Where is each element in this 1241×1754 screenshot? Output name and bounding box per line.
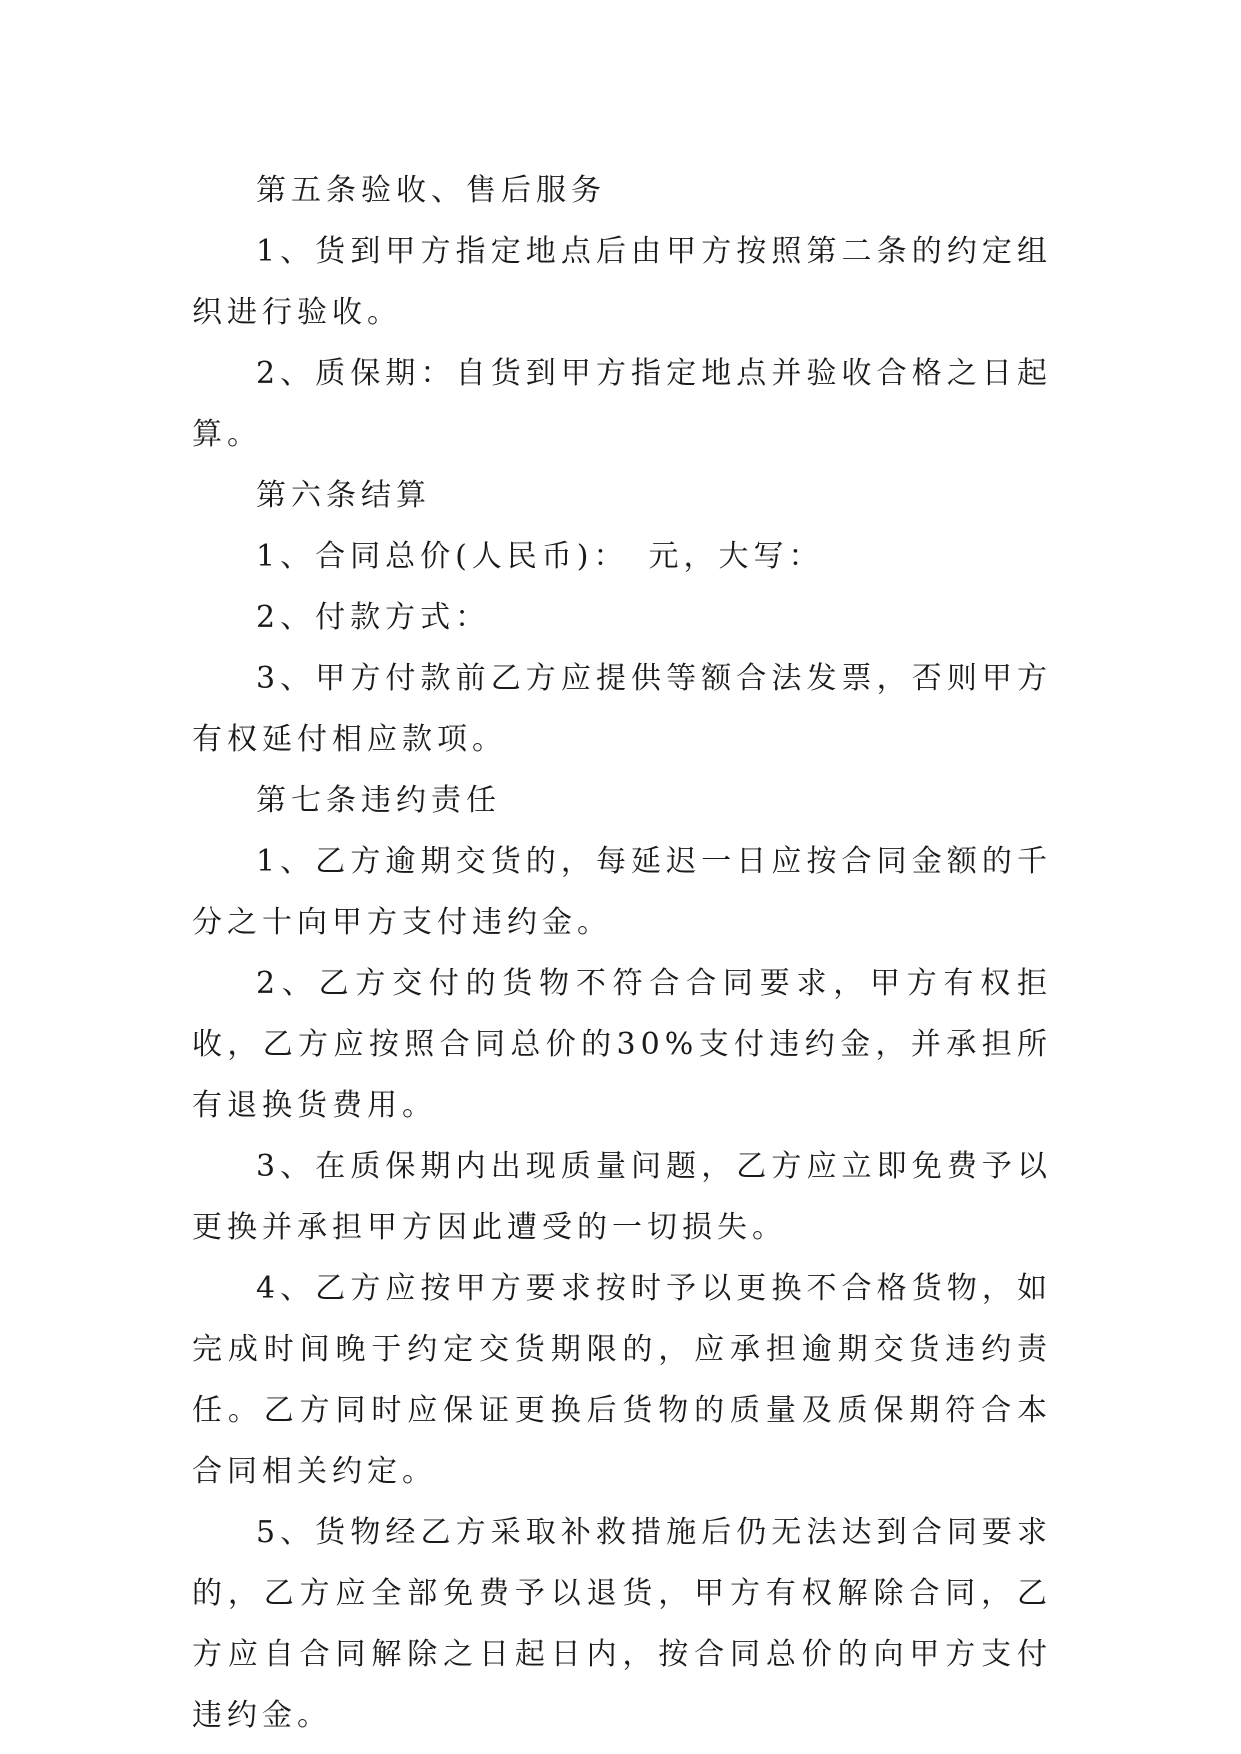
paragraph-liability-2: 2、乙方交付的货物不符合合同要求，甲方有权拒收，乙方应按照合同总价的30%支付违约金，并承担所有退换货费用。 xyxy=(192,966,1052,1123)
document-page xyxy=(192,160,1052,1746)
section-heading-liability: 第七条违约责任 xyxy=(256,783,501,818)
paragraph-liability-1: 1、乙方逾期交货的，每延迟一日应按合同金额的千分之十向甲方支付违约金。 xyxy=(192,844,1052,940)
paragraph-acceptance-2: 2、质保期：自货到甲方指定地点并验收合格之日起算。 xyxy=(192,356,1052,452)
paragraph-liability-5: 5、货物经乙方采取补救措施后仍无法达到合同要求的，乙方应全部免费予以退货，甲方有权解除合同，乙方应自合同解除之日起日内，按合同总价的向甲方支付违约金。 xyxy=(192,1515,1052,1733)
paragraph-settlement-1: 1、合同总价(人民币)： 元，大写： xyxy=(256,539,824,574)
paragraph-liability-3: 3、在质保期内出现质量问题，乙方应立即免费予以更换并承担甲方因此遭受的一切损失。 xyxy=(192,1149,1052,1245)
section-heading-settlement: 第六条结算 xyxy=(256,478,431,513)
paragraph-acceptance-1: 1、货到甲方指定地点后由甲方按照第二条的约定组织进行验收。 xyxy=(192,234,1052,330)
paragraph-liability-4: 4、乙方应按甲方要求按时予以更换不合格货物，如完成时间晚于约定交货期限的，应承担逾期交货违约责任。乙方同时应保证更换后货物的质量及质保期符合本合同相关约定。 xyxy=(192,1271,1052,1489)
paragraph-settlement-2: 2、付款方式： xyxy=(256,600,491,635)
paragraph-settlement-3: 3、甲方付款前乙方应提供等额合法发票，否则甲方有权延付相应款项。 xyxy=(192,661,1052,757)
section-heading-acceptance: 第五条验收、售后服务 xyxy=(256,173,606,208)
